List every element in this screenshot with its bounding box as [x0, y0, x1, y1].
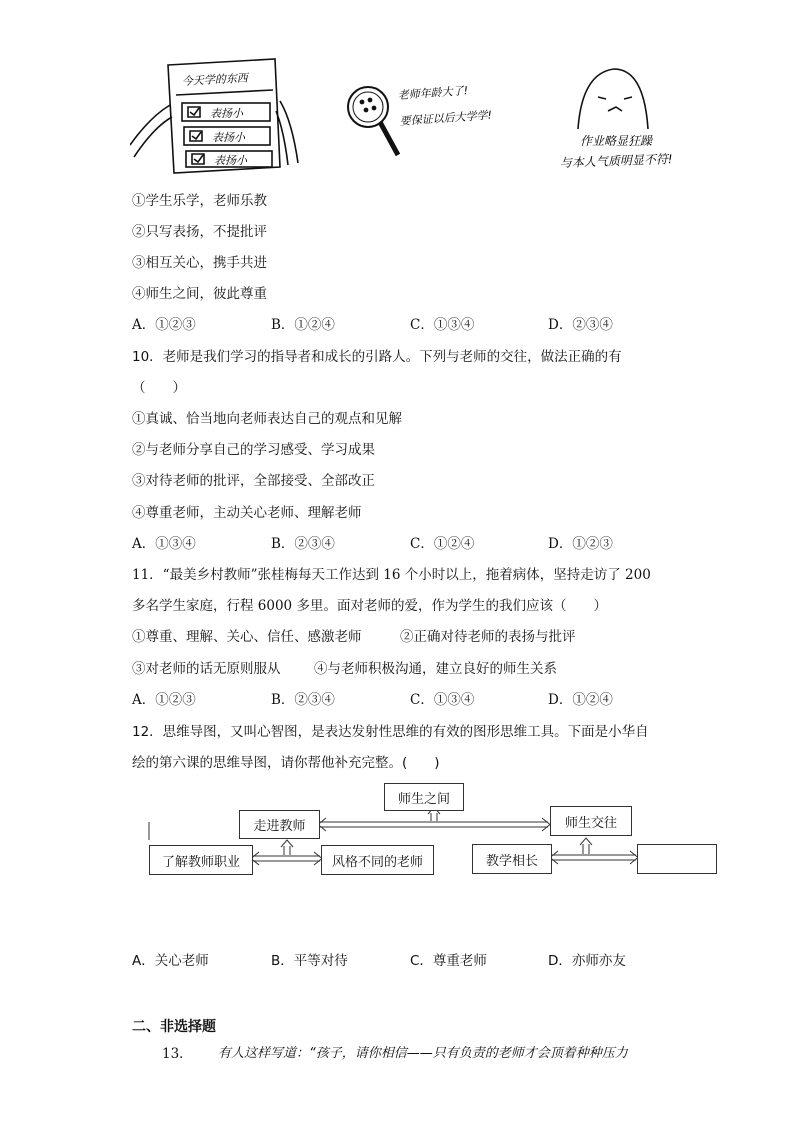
q12-option-a[interactable]: A．关心老师	[132, 953, 209, 969]
q11-option-c[interactable]: C．①③④	[410, 692, 475, 708]
q12-option-c[interactable]: C．尊重老师	[410, 953, 487, 969]
q11-item-2: ②正确对待老师的表扬与批评	[400, 629, 576, 645]
notebook-row-3: 表扬小	[214, 154, 247, 167]
q10-option-b[interactable]: B．②③④	[271, 536, 335, 552]
mind-map-blank-answer-box[interactable]	[637, 844, 717, 874]
q11-item-4: ④与老师积极沟通，建立良好的师生关系	[314, 661, 557, 677]
q10-item-2: ②与老师分享自己的学习感受、学习成果	[132, 442, 375, 458]
blob-note-2: 与本人气质明显不符!	[559, 152, 673, 170]
blob-note-1: 作业略显狂躁	[580, 134, 653, 148]
q10-stem-2: （ ）	[132, 380, 186, 396]
q9-item-2: ②只写表扬，不提批评	[132, 224, 267, 240]
section-2-title: 二、非选择题	[132, 1019, 216, 1035]
mind-map-right-child-1: 教学相长	[472, 844, 552, 874]
q10-item-1: ①真诚、恰当地向老师表达自己的观点和见解	[132, 411, 402, 427]
mind-map-right-parent: 师生交往	[550, 806, 632, 836]
q11-option-d[interactable]: D．①②④	[548, 692, 613, 708]
q12-stem-2: 绘的第六课的思维导图，请你帮他补充完整。( )	[132, 755, 440, 771]
q11-stem-1: 11．“最美乡村教师”张桂梅每天工作达到 16 个小时以上，拖着病体，坚持走访了 200	[132, 567, 651, 583]
q10-item-3: ③对待老师的批评，全部接受、全部改正	[132, 473, 375, 489]
notebook-row-1: 表扬小	[210, 107, 243, 120]
q12-stem-1: 12．思维导图，又叫心智图，是表达发射性思维的有效的图形思维工具。下面是小华自	[132, 724, 649, 740]
q10-option-d[interactable]: D．①②③	[548, 536, 613, 552]
q12-option-b[interactable]: B．平等对待	[271, 953, 348, 969]
magnifier-note-1: 老师年龄大了!	[397, 84, 469, 102]
q9-item-4: ④师生之间，彼此尊重	[132, 286, 267, 302]
q12-option-d[interactable]: D．亦师亦友	[548, 953, 626, 969]
q10-stem-1: 10．老师是我们学习的指导者和成长的引路人。下列与老师的交往，做法正确的有	[132, 349, 622, 365]
q9-option-b[interactable]: B．①②④	[271, 317, 335, 333]
q9-option-c[interactable]: C．①③④	[410, 317, 475, 333]
q9-option-d[interactable]: D．②③④	[548, 317, 613, 333]
q10-item-4: ④尊重老师，主动关心老师、理解老师	[132, 505, 362, 521]
magnifier-note-2: 要保证以后大学学!	[399, 108, 493, 128]
mind-map-left-child-1: 了解教师职业	[149, 845, 253, 875]
q11-stem-2: 多名学生家庭，行程 6000 多里。面对老师的爱，作为学生的我们应该（ ）	[132, 598, 607, 614]
q9-option-a[interactable]: A．①②③	[132, 317, 196, 333]
q9-item-3: ③相互关心，携手共进	[132, 255, 267, 271]
q10-option-a[interactable]: A．①③④	[132, 536, 196, 552]
mind-map-left-parent: 走进教师	[239, 810, 320, 839]
q9-item-1: ①学生乐学，老师乐教	[132, 193, 267, 209]
q11-item-1: ①尊重、理解、关心、信任、感激老师	[132, 629, 362, 645]
mind-map-left-child-2: 风格不同的老师	[321, 845, 434, 875]
notebook-row-2: 表扬小	[212, 131, 245, 144]
q11-option-a[interactable]: A．①②③	[132, 692, 196, 708]
q11-item-3: ③对老师的话无原则服从	[132, 661, 281, 677]
q10-option-c[interactable]: C．①②④	[410, 536, 475, 552]
q11-option-b[interactable]: B．②③④	[271, 692, 335, 708]
q13-text: 有人这样写道：“孩子，请你相信——只有负责的老师才会顶着种种压力	[218, 1046, 628, 1061]
q13-number: 13．	[162, 1046, 193, 1062]
mind-map-root: 师生之间	[384, 783, 464, 811]
notebook-title: 今天学的东西	[181, 71, 249, 88]
